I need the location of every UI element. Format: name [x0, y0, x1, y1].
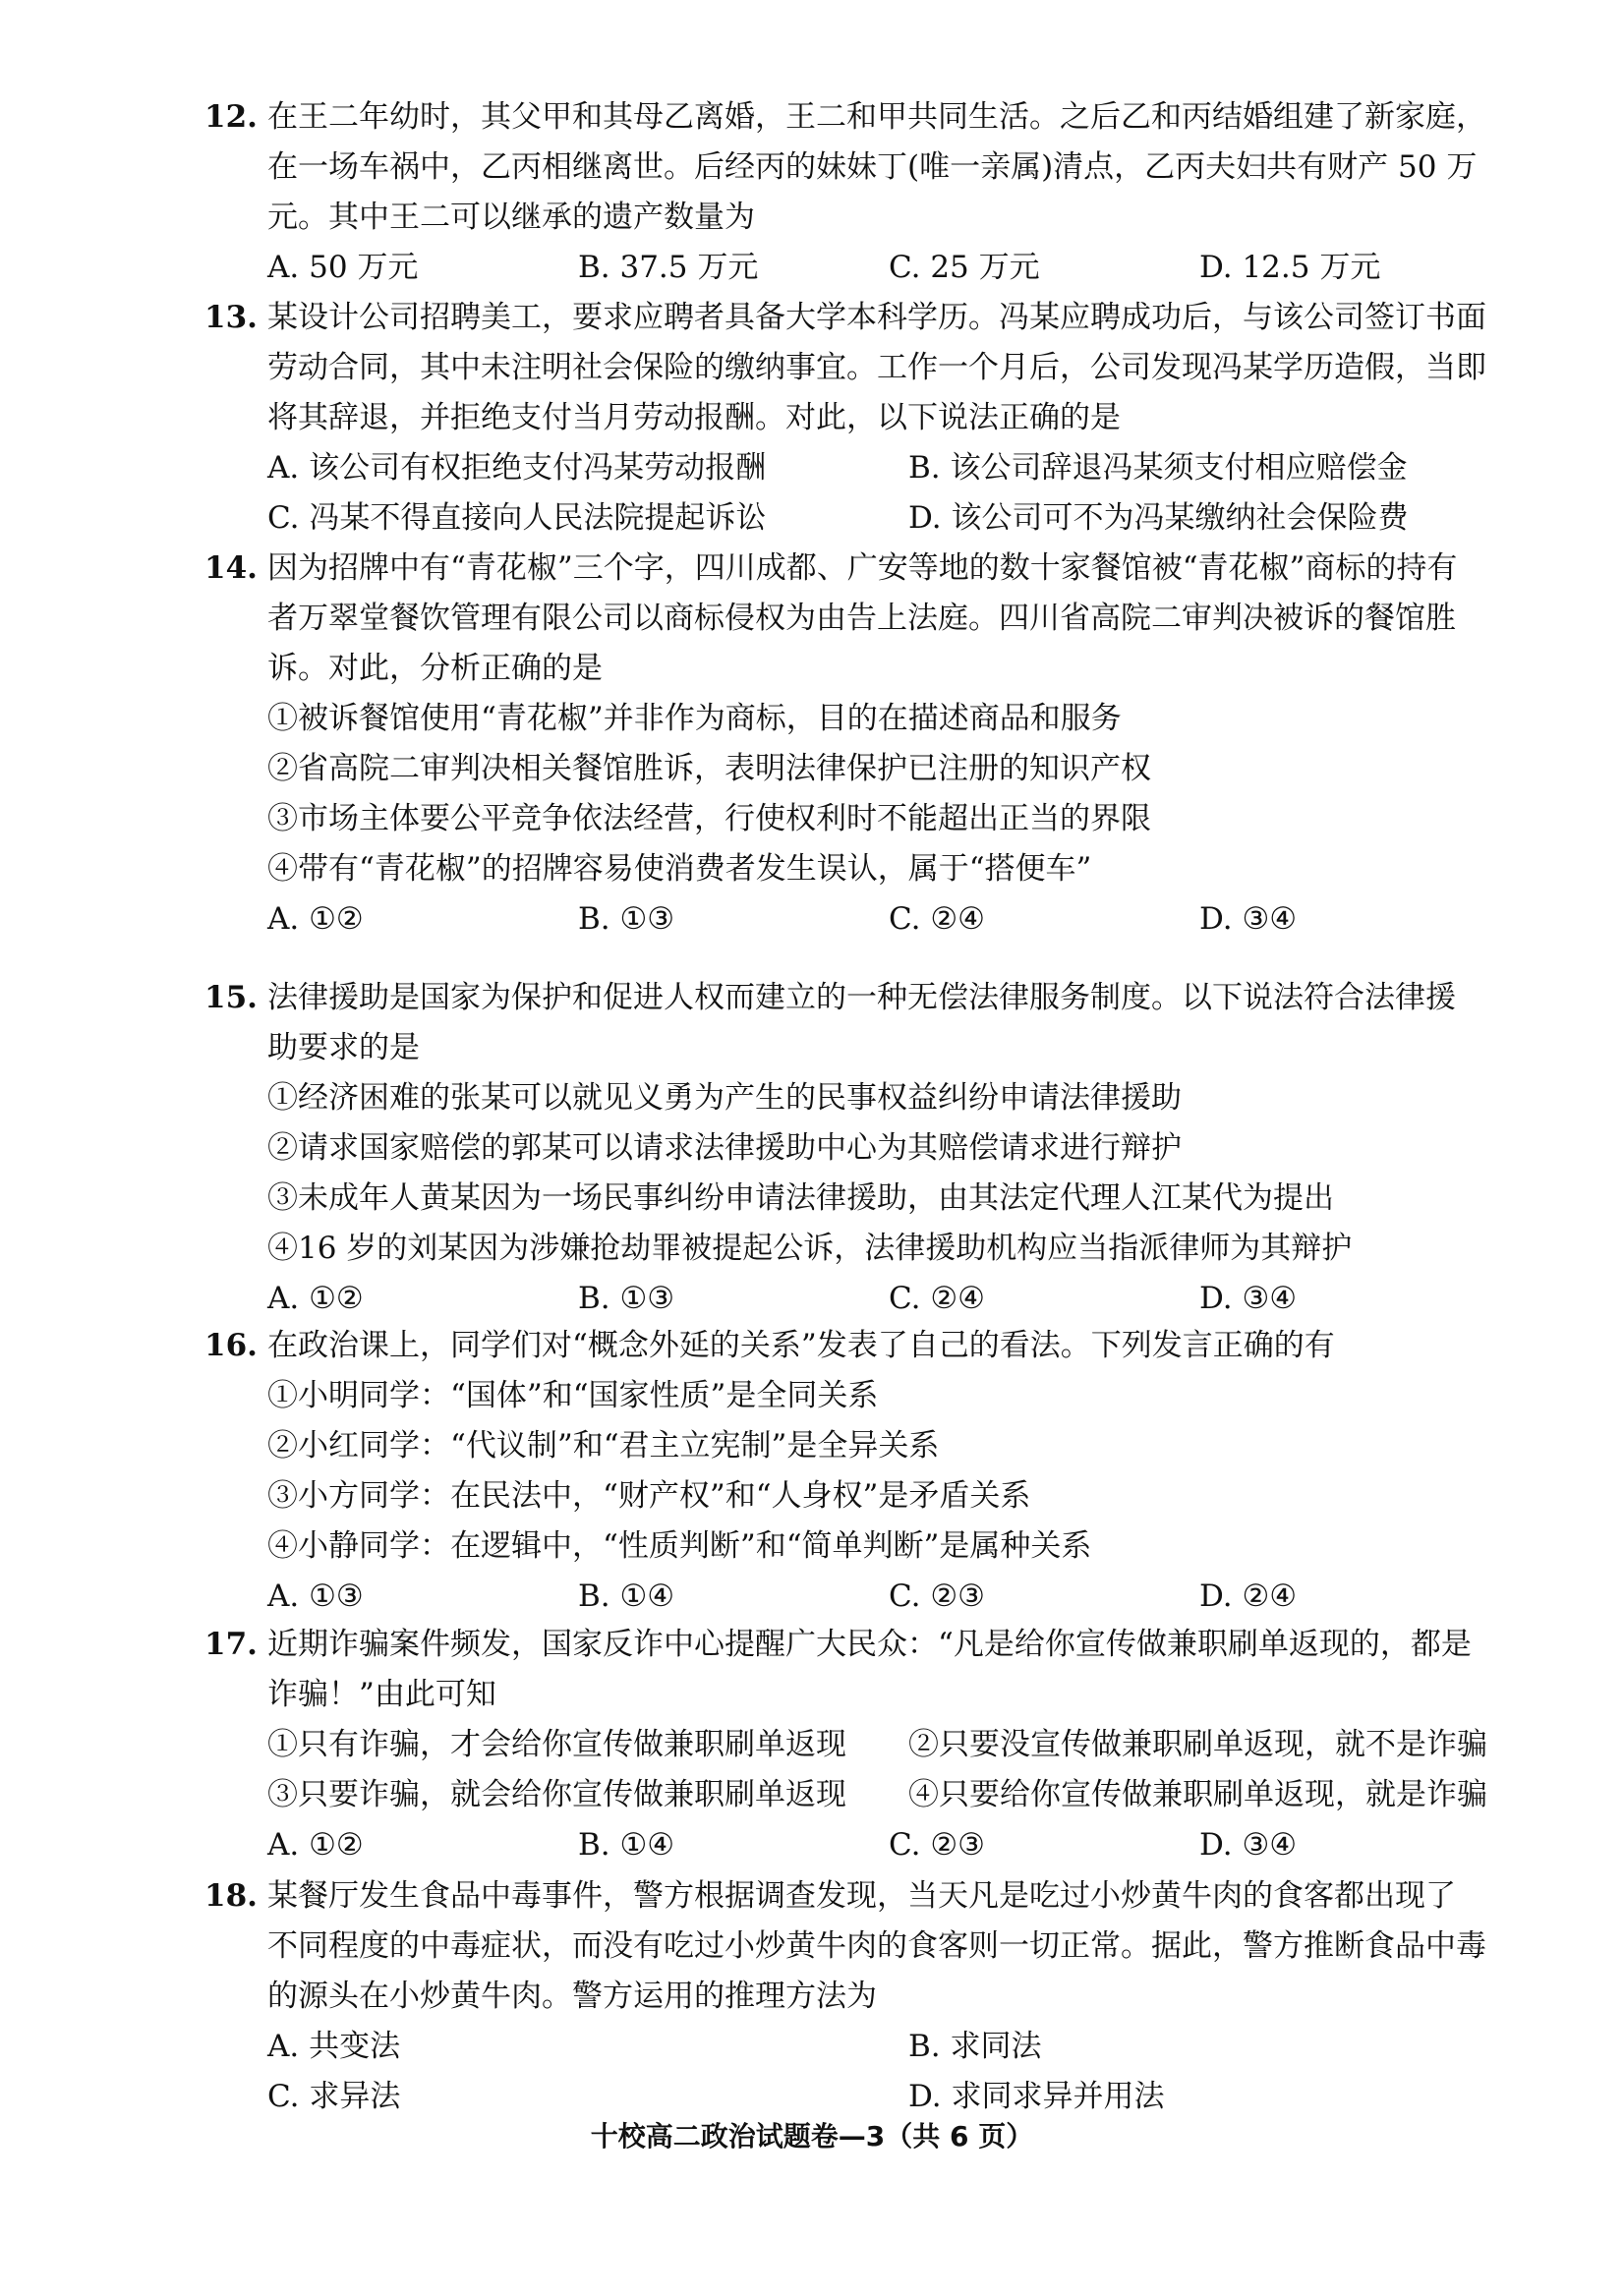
answer-options — [204, 2022, 1581, 2072]
option-b[interactable]: B. 37.5 万元 — [578, 250, 759, 285]
option-a[interactable]: A. ①② — [267, 901, 364, 937]
stem-line: 的源头在小炒黄牛肉。警方运用的推理方法为 — [267, 1979, 877, 2014]
statement-item: ③市场主体要公平竞争依法经营，行使权利时不能超出正当的界限 — [267, 801, 1151, 836]
option-d[interactable]: D. ③④ — [1199, 1281, 1298, 1316]
statement-item: ④小静同学：在逻辑中，“性质判断”和“简单判断”是属种关系 — [267, 1528, 1092, 1564]
statement-row — [204, 1720, 1581, 1770]
answer-options — [204, 1572, 1581, 1622]
question-number: 18. — [204, 1878, 258, 1914]
option-d[interactable]: D. 12.5 万元 — [1199, 250, 1381, 285]
statement-item: ①小明同学：“国体”和“国家性质”是全同关系 — [267, 1378, 879, 1413]
stem-line: 法律援助是国家为保护和促进人权而建立的一种无偿法律服务制度。以下说法符合法律援 — [267, 980, 1456, 1015]
option-b[interactable]: B. 求同法 — [908, 2029, 1042, 2064]
statement-item: ②请求国家赔偿的郭某可以请求法律援助中心为其赔偿请求进行辩护 — [267, 1130, 1182, 1166]
statement-item: ④16 岁的刘某因为涉嫌抢劫罪被提起公诉，法律援助机构应当指派律师为其辩护 — [267, 1231, 1353, 1266]
answer-options — [204, 493, 1581, 544]
statement-item: ②省高院二审判决相关餐馆胜诉，表明法律保护已注册的知识产权 — [267, 751, 1151, 786]
option-a[interactable]: A. 该公司有权拒绝支付冯某劳动报酬 — [267, 450, 767, 486]
stem-line: 诈骗！”由此可知 — [267, 1677, 496, 1712]
question-stem — [204, 544, 1581, 694]
option-a[interactable]: A. ①② — [267, 1281, 364, 1316]
question-17 — [204, 1620, 1581, 1870]
question-16 — [204, 1321, 1581, 1622]
question-13 — [204, 293, 1581, 544]
option-c[interactable]: C. 冯某不得直接向人民法院提起诉讼 — [267, 500, 767, 536]
stem-line: 某餐厅发生食品中毒事件，警方根据调查发现，当天凡是吃过小炒黄牛肉的食客都出现了 — [267, 1878, 1456, 1914]
question-stem — [204, 92, 1581, 243]
stem-line: 元。其中王二可以继承的遗产数量为 — [267, 200, 755, 235]
option-d[interactable]: D. ③④ — [1199, 1827, 1298, 1863]
stem-line: 诉。对此，分析正确的是 — [267, 651, 603, 686]
option-c[interactable]: C. ②④ — [889, 901, 985, 937]
option-b[interactable]: B. ①③ — [578, 1281, 675, 1316]
stem-line: 在王二年幼时，其父甲和其母乙离婚，王二和甲共同生活。之后乙和丙结婚组建了新家庭， — [267, 99, 1486, 135]
option-b[interactable]: B. ①③ — [578, 901, 675, 937]
question-stem — [204, 1871, 1581, 2022]
question-stem — [204, 1620, 1581, 1720]
statement-item: ①经济困难的张某可以就见义勇为产生的民事权益纠纷申请法律援助 — [267, 1080, 1182, 1116]
question-stem — [204, 1321, 1581, 1371]
stem-line: 劳动合同，其中未注明社会保险的缴纳事宜。工作一个月后，公司发现冯某学历造假，当即 — [267, 350, 1486, 385]
answer-options — [204, 443, 1581, 493]
statement-item: ②只要没宣传做兼职刷单返现，就不是诈骗 — [908, 1727, 1487, 1762]
stem-line: 不同程度的中毒症状，而没有吃过小炒黄牛肉的食客则一切正常。据此，警方推断食品中毒 — [267, 1928, 1486, 1964]
option-d[interactable]: D. 求同求异并用法 — [908, 2079, 1165, 2114]
option-b[interactable]: B. 该公司辞退冯某须支付相应赔偿金 — [908, 450, 1408, 486]
option-b[interactable]: B. ①④ — [578, 1578, 675, 1614]
statement-item: ②小红同学：“代议制”和“君主立宪制”是全异关系 — [267, 1428, 940, 1464]
page-footer: 十校高二政治试题卷—3（共 6 页） — [590, 2120, 1034, 2152]
option-c[interactable]: C. ②③ — [889, 1578, 985, 1614]
stem-line: 因为招牌中有“青花椒”三个字，四川成都、广安等地的数十家餐馆被“青花椒”商标的持有 — [267, 550, 1458, 586]
statement-item: ①被诉餐馆使用“青花椒”并非作为商标，目的在描述商品和服务 — [267, 701, 1122, 736]
stem-line: 将其辞退，并拒绝支付当月劳动报酬。对此，以下说法正确的是 — [267, 400, 1121, 435]
statement-item: ③小方同学：在民法中，“财产权”和“人身权”是矛盾关系 — [267, 1478, 1031, 1514]
question-number: 12. — [204, 99, 258, 135]
answer-options — [204, 1820, 1581, 1870]
stem-line: 近期诈骗案件频发，国家反诈中心提醒广大民众：“凡是给你宣传做兼职刷单返现的，都是 — [267, 1627, 1472, 1662]
stem-line: 在政治课上，同学们对“概念外延的关系”发表了自己的看法。下列发言正确的有 — [267, 1328, 1335, 1363]
option-d[interactable]: D. ③④ — [1199, 901, 1298, 937]
question-number: 14. — [204, 550, 258, 586]
statement-row — [204, 1770, 1581, 1820]
option-c[interactable]: C. ②④ — [889, 1281, 985, 1316]
option-a[interactable]: A. ①② — [267, 1827, 364, 1863]
option-a[interactable]: A. 50 万元 — [267, 250, 419, 285]
stem-line: 者万翠堂餐饮管理有限公司以商标侵权为由告上法庭。四川省高院二审判决被诉的餐馆胜 — [267, 601, 1456, 636]
answer-options — [204, 1274, 1581, 1324]
option-c[interactable]: C. 25 万元 — [889, 250, 1040, 285]
question-15 — [204, 973, 1581, 1324]
stem-line: 在一场车祸中，乙丙相继离世。后经丙的妹妹丁(唯一亲属)清点，乙丙夫妇共有财产 50 万 — [267, 149, 1478, 185]
question-number: 13. — [204, 300, 258, 335]
option-c[interactable]: C. 求异法 — [267, 2079, 401, 2114]
statement-item: ③只要诈骗，就会给你宣传做兼职刷单返现 — [267, 1777, 846, 1812]
option-c[interactable]: C. ②③ — [889, 1827, 985, 1863]
option-a[interactable]: A. 共变法 — [267, 2029, 401, 2064]
statement-item: ④只要给你宣传做兼职刷单返现，就是诈骗 — [908, 1777, 1487, 1812]
question-number: 17. — [204, 1627, 258, 1662]
question-number: 15. — [204, 980, 258, 1015]
answer-options — [204, 894, 1581, 945]
statement-item: ④带有“青花椒”的招牌容易使消费者发生误认，属于“搭便车” — [267, 851, 1092, 887]
question-14 — [204, 544, 1581, 945]
question-number: 16. — [204, 1328, 258, 1363]
stem-line: 助要求的是 — [267, 1030, 420, 1065]
option-d[interactable]: D. ②④ — [1199, 1578, 1298, 1614]
statement-item: ③未成年人黄某因为一场民事纠纷申请法律援助，由其法定代理人江某代为提出 — [267, 1180, 1334, 1216]
question-12 — [204, 92, 1581, 293]
question-stem — [204, 973, 1581, 1073]
statement-item: ①只有诈骗，才会给你宣传做兼职刷单返现 — [267, 1727, 846, 1762]
question-18 — [204, 1871, 1581, 2122]
option-b[interactable]: B. ①④ — [578, 1827, 675, 1863]
question-stem — [204, 293, 1581, 443]
stem-line: 某设计公司招聘美工，要求应聘者具备大学本科学历。冯某应聘成功后，与该公司签订书面 — [267, 300, 1486, 335]
option-a[interactable]: A. ①③ — [267, 1578, 364, 1614]
option-d[interactable]: D. 该公司可不为冯某缴纳社会保险费 — [908, 500, 1409, 536]
answer-options — [204, 243, 1581, 293]
